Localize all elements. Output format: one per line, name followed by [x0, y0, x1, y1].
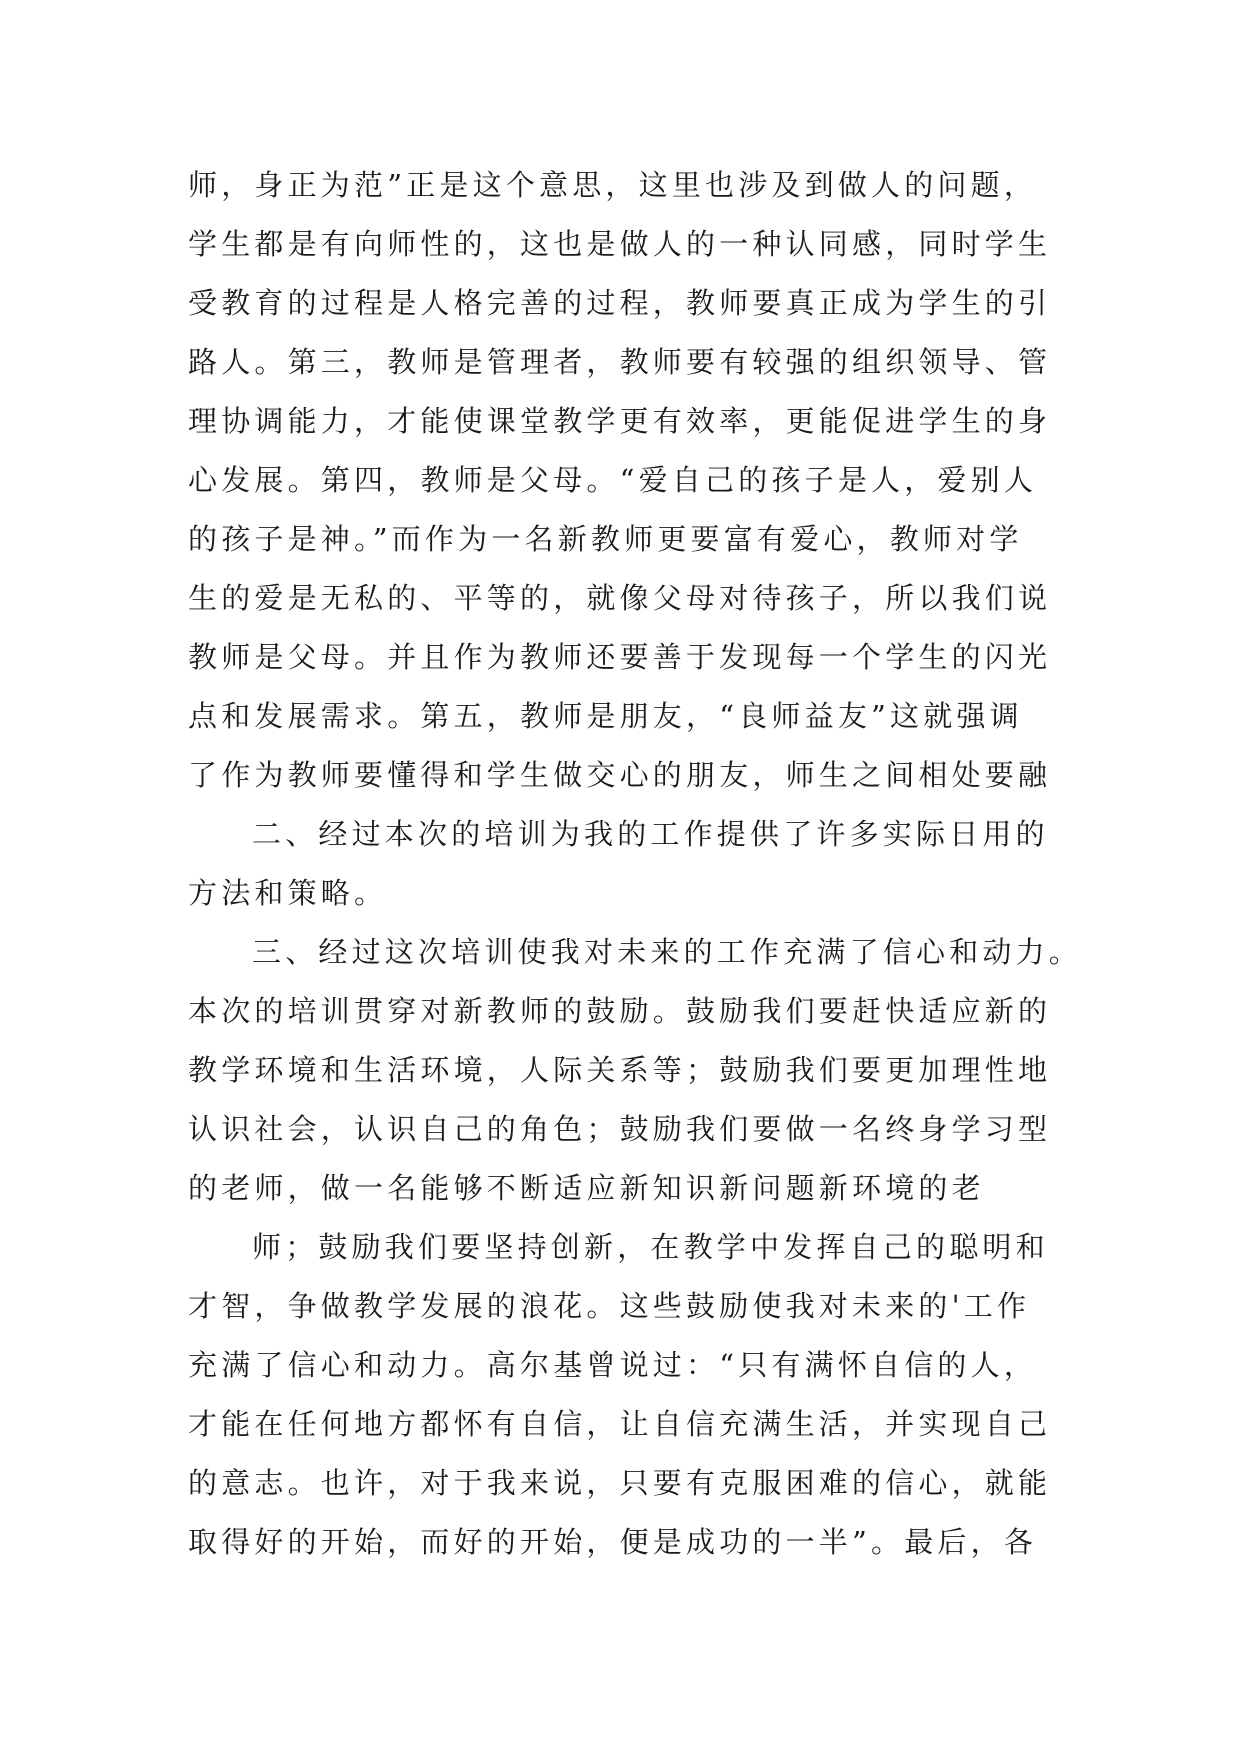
text-line: 师，身正为范”正是这个意思，这里也涉及到做人的问题，: [188, 168, 1038, 202]
text-line: 的老师，做一名能够不断适应新知识新问题新环境的老: [188, 1171, 985, 1205]
text-line: 方法和策略。: [188, 876, 388, 910]
text-line: 的意志。也许，对于我来说，只要有克服困难的信心，就能: [188, 1466, 1052, 1500]
body-text: [188, 156, 1083, 1572]
text-line: 教学环境和生活环境，人际关系等；鼓励我们要更加理性地: [188, 1053, 1052, 1087]
text-line: 教师是父母。并且作为教师还要善于发现每一个学生的闪光: [188, 640, 1052, 674]
text-line: 师；鼓励我们要坚持创新，在教学中发挥自己的聪明和: [252, 1230, 1049, 1264]
text-line: 取得好的开始，而好的开始，便是成功的一半”。最后，各: [188, 1525, 1038, 1559]
text-line: 了作为教师要懂得和学生做交心的朋友，师生之间相处要融: [188, 758, 1052, 792]
text-line: 的孩子是神。”而作为一名新教师更要富有爱心，教师对学: [188, 522, 1023, 556]
text-line: 点和发展需求。第五，教师是朋友，“良师益友”这就强调: [188, 699, 1023, 733]
text-line: 生的爱是无私的、平等的，就像父母对待孩子，所以我们说: [188, 581, 1052, 615]
text-line: 学生都是有向师性的，这也是做人的一种认同感，同时学生: [188, 227, 1052, 261]
text-line: 认识社会，认识自己的角色；鼓励我们要做一名终身学习型: [188, 1112, 1052, 1146]
text-line: 受教育的过程是人格完善的过程，教师要真正成为学生的引: [188, 286, 1052, 320]
text-line: 路人。第三，教师是管理者，教师要有较强的组织领导、管: [188, 345, 1052, 379]
text-line: 本次的培训贯穿对新教师的鼓励。鼓励我们要赶快适应新的: [188, 994, 1052, 1028]
text-line: 三、经过这次培训使我对未来的工作充满了信心和动力。: [252, 935, 1083, 969]
text-line: 二、经过本次的培训为我的工作提供了许多实际日用的: [252, 817, 1049, 851]
text-line: 充满了信心和动力。高尔基曾说过：“只有满怀自信的人，: [188, 1348, 1038, 1382]
text-line: 心发展。第四，教师是父母。“爱自己的孩子是人，爱别人: [188, 463, 1038, 497]
text-line: 理协调能力，才能使课堂教学更有效率，更能促进学生的身: [188, 404, 1052, 438]
text-line: 才智，争做教学发展的浪花。这些鼓励使我对未来的'工作: [188, 1289, 1031, 1323]
text-line: 才能在任何地方都怀有自信，让自信充满生活，并实现自己: [188, 1407, 1052, 1441]
